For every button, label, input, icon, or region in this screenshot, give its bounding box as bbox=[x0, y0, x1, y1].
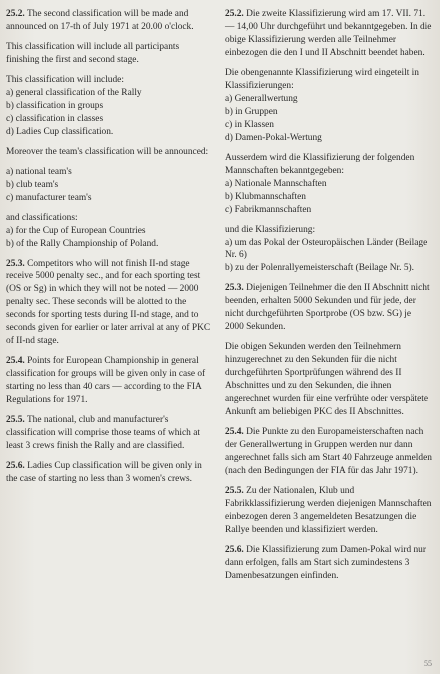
list-item: b) Klubmannschaften bbox=[225, 191, 306, 202]
list-team-types-de bbox=[225, 152, 432, 217]
list-intro: Ausserdem wird die Klassifizierung der folgenden Mannschaften bekanntgegeben: bbox=[225, 152, 415, 176]
list-intro: Die obengenannte Klassifizierung wird eingeteilt in Klassifizierungen: bbox=[225, 67, 419, 91]
list-item: a) Generallwertung bbox=[225, 93, 298, 104]
list-item: d) Ladies Cup classification. bbox=[6, 126, 114, 137]
page-number: 55 bbox=[424, 659, 432, 668]
list-item: b) in Gruppen bbox=[225, 106, 278, 117]
paragraph-include-participants: This classification will include all participants finishing the first and second stage. bbox=[6, 41, 180, 65]
list-item: a) national team's bbox=[6, 166, 72, 177]
list-item: b) classification in groups bbox=[6, 100, 104, 111]
section-25-3-de: 25.3. Diejenigen Teilnehmer die den II Abschnitt nicht beenden, erhalten 5000 Sekunden und für jede, der nicht durchgeführten Sportprobe (OS bzw. SG) je 2000 Sekunden. bbox=[225, 283, 430, 333]
list-item: b) zu der Polenrallyemeisterschaft (Beilage Nr. 5). bbox=[225, 263, 414, 274]
section-25-6-de: 25.6. Die Klassifizierung zum Damen-Pokal wird nur dann erfolgen, falls am Start sich zumindestens 3 Damenbesatzungen einfinden. bbox=[225, 544, 426, 581]
list-cups bbox=[6, 212, 213, 251]
section-25-4: 25.4. Points for European Championship in general classification for groups will be given only in case of starting no less than 40 cars — according to the FIA Regulations for 1971. bbox=[6, 356, 206, 406]
list-classification-types bbox=[6, 74, 213, 139]
list-item: a) general classification of the Rally bbox=[6, 87, 142, 98]
section-25-2-de: 25.2. Die zweite Klassifizierung wird am 17. VII. 71. — 14,00 Uhr durchgeführt und bekanntgegeben. In die obige Klassifizierung werden alle Teilnehmer einbezogen die den I und II Abschnitt beendet haben. bbox=[225, 9, 432, 58]
list-intro: and classifications: bbox=[6, 212, 78, 223]
list-item: a) Nationale Mannschaften bbox=[225, 178, 327, 189]
list-item: b) of the Rally Championship of Poland. bbox=[6, 238, 159, 249]
section-25-3: 25.3. Competitors who will not finish II-nd stage receive 5000 penalty sec., and for each sporting test (OS or Sg) in which they will not be noted — 2000 penalty sec. These seconds will be alotted to the seconds for sporting tests during II-nd stage, and to seconds given for earlier or later arrival at any of PKC of II-nd stage. bbox=[6, 258, 211, 347]
list-intro: und die Klassifizierung: bbox=[225, 224, 316, 235]
list-item: c) in Klassen bbox=[225, 119, 274, 130]
list-team-types bbox=[6, 166, 213, 205]
two-column-layout bbox=[6, 8, 432, 590]
section-25-4-de: 25.4. Die Punkte zu den Europameisterschaften nach der Generallwertung in Gruppen werden nur dann angerechnet falls sich am Start 40 Fahrzeuge anmelden (nach den Bedingungen der FIA für das Jahr 1971). bbox=[225, 427, 432, 476]
section-25-2: 25.2. The second classification will be made and announced on 17-th of July 1971 at 20.00 o'clock. bbox=[6, 9, 194, 32]
list-item: a) for the Cup of European Countries bbox=[6, 225, 146, 236]
german-column bbox=[225, 8, 432, 590]
list-item: c) Fabrikmannschaften bbox=[225, 204, 312, 215]
list-item: d) Damen-Pokal-Wertung bbox=[225, 132, 322, 143]
list-item: c) manufacturer team's bbox=[6, 192, 92, 203]
paragraph-team-classification: Moreover the team's classification will be announced: bbox=[6, 146, 209, 157]
section-25-5: 25.5. The national, club and manufacturer's classification will comprise those teams of which at least 3 crews finish the Rally and are classified. bbox=[6, 415, 200, 452]
list-item: a) um das Pokal der Osteuropäischen Länder (Beilage Nr. 6) bbox=[225, 237, 428, 261]
list-item: c) classification in classes bbox=[6, 113, 104, 124]
list-classification-types-de bbox=[225, 67, 432, 145]
list-intro: This classification will include: bbox=[6, 74, 124, 85]
section-25-6: 25.6. Ladies Cup classification will be given only in the case of starting no less than 3 women's crews. bbox=[6, 461, 202, 485]
paragraph-seconds-de: Die obigen Sekunden werden den Teilnehmern hinzugerechnet zu den Sekunden für die nicht durchgeführten Sportprüfungen während des II Abschnittes und zu den Sekunden, die ihnen angerechnet wurden für eine verfrühte oder verspätete Ankunft am beliebigen PKC des II Abschnittes. bbox=[225, 342, 429, 418]
list-cups-de bbox=[225, 224, 432, 276]
section-25-5-de: 25.5. Zu der Nationalen, Klub und Fabrikklassifizierung werden diejenigen Mannschaften einbezogen deren 3 angemeldeten Besatzungen die Rallye beenden und klassifiziert werden. bbox=[225, 485, 432, 535]
list-item: b) club team's bbox=[6, 179, 59, 190]
english-column bbox=[6, 8, 213, 590]
